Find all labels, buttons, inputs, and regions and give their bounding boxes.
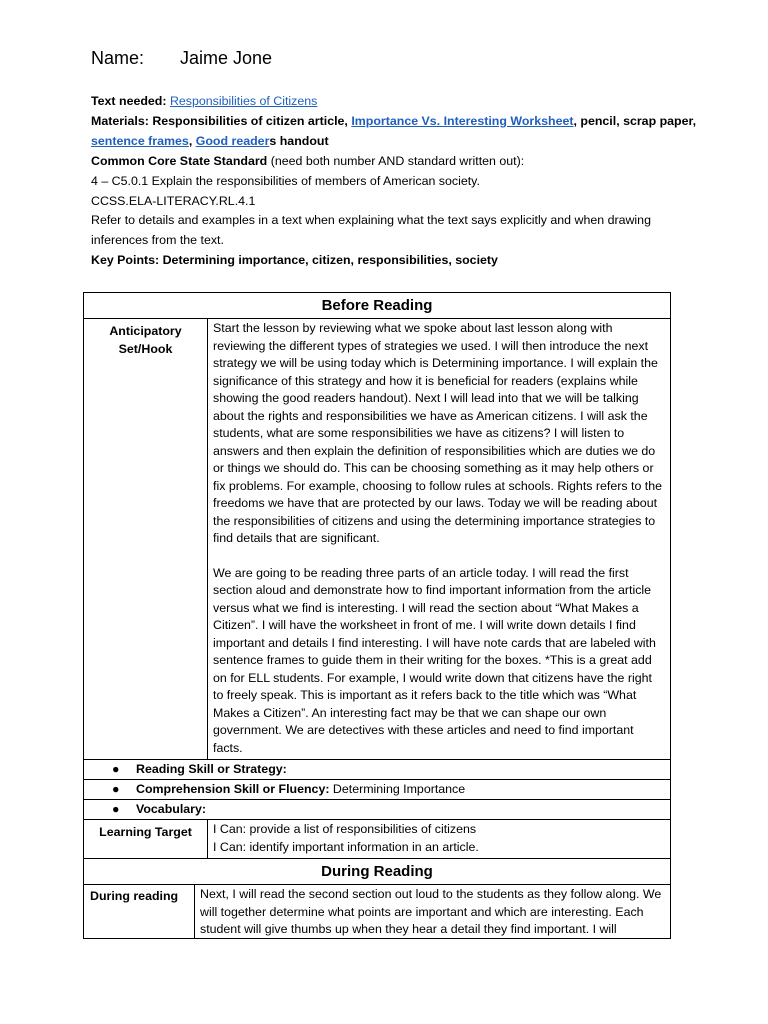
learning-target-2: I Can: identify important information in an article.	[213, 839, 479, 854]
materials-comma: ,	[188, 133, 193, 148]
materials-label: Materials:	[91, 113, 149, 128]
materials-line-2	[91, 132, 691, 152]
vocabulary-label: Vocabulary:	[136, 802, 207, 816]
comprehension-skill-value: Determining Importance	[332, 782, 466, 796]
materials-text-3: s handout	[269, 133, 329, 148]
anticipatory-paragraph-2: We are going to be reading three parts of an article today. I will read the first section aloud and demonstrate how to find important information from the article versus what we find is interesting. I will read the section about “What Makes a Citizen”. I will have the worksheet in front of me. I will write down details I find important and details I find interesting. I will have note cards that are labeled with sentence frames to guide them in their writing for the boxes. *This is a great add on for ELL students. For example, I would write down that citizens have the right to freely speak. This is important as it refers back to the title which was “What Makes a Citizen”. An interesting fact may be that we can shape our own government. We are detectives with these articles and need to find important facts.	[213, 565, 656, 755]
during-reading-row	[84, 885, 671, 939]
standard-2: CCSS.ELA-LITERACY.RL.4.1	[91, 193, 256, 208]
lesson-header	[91, 92, 697, 271]
bullet-icon: ●	[112, 802, 120, 816]
text-needed-link[interactable]: Responsibilities of Citizens	[169, 94, 318, 108]
learning-target-label: Learning Target	[84, 820, 208, 859]
materials-text-1: Responsibilities of citizen article,	[152, 113, 348, 128]
during-reading-heading: During Reading	[84, 859, 671, 885]
standard-3: Refer to details and examples in a text when explaining what the text says explicitly and when drawing inferences from the text.	[91, 213, 651, 248]
anticipatory-set-label: Anticipatory Set/Hook	[84, 319, 208, 760]
reading-skill-row	[84, 760, 671, 780]
worksheet-link[interactable]: Importance Vs. Interesting Worksheet	[351, 113, 574, 128]
bullet-icon: ●	[112, 762, 120, 776]
good-reader-link[interactable]: Good reader	[195, 133, 270, 148]
materials-line	[91, 112, 697, 132]
sentence-frames-link[interactable]: sentence frames	[91, 133, 189, 148]
text-needed-line	[91, 92, 691, 112]
during-reading-body: Next, I will read the second section out loud to the students as they follow along. We will together determine what points are important and which are interesting. Each student will give thumbs up when they hear a detail they find important. I will	[200, 887, 662, 936]
lesson-plan-table	[83, 292, 671, 939]
anticipatory-set-body	[208, 319, 671, 760]
comprehension-skill-row	[84, 780, 671, 800]
comprehension-skill-label: Comprehension Skill or Fluency:	[136, 782, 330, 796]
ccss-label: Common Core State Standard	[91, 153, 268, 168]
materials-text-2: , pencil, scrap paper,	[573, 113, 697, 128]
anticipatory-paragraph-1: Start the lesson by reviewing what we spoke about last lesson along with reviewing the different types of strategies we used. I will then introduce the next strategy we will be using today which is Determining importance. I will explain the significance of this strategy and how it is beneficial for readers (explains while showing the good readers handout). Next I will lead into that we will be talking about the rights and responsibilities we have as American citizens. I will ask the students, what are some responsibilities we have as citizens? I will listen to answers and then explain the definition of responsibilities which are duties we do or things we should do. This can be choosing something as it may help others or fix problems. For example, choosing to follow rules at schools. Rights refers to the freedoms we have that are protected by our laws. Today we will be reading about the responsibilities of citizens and using the determining importance strategies to find details that are significant.	[213, 321, 663, 545]
during-reading-label: During reading	[84, 885, 195, 938]
vocabulary-row	[84, 800, 671, 820]
name-label: Name:	[91, 48, 145, 68]
name-value: Jaime Jone	[180, 48, 273, 68]
standard-1: 4 – C5.0.1 Explain the responsibilities of members of American society.	[91, 173, 480, 188]
during-reading-cell	[195, 885, 671, 938]
ccss-line	[91, 152, 691, 172]
reading-skill-label: Reading Skill or Strategy:	[136, 762, 287, 776]
before-reading-heading: Before Reading	[84, 293, 671, 319]
name-line	[91, 48, 272, 69]
learning-target-body	[208, 820, 671, 859]
learning-target-1: I Can: provide a list of responsibilities of citizens	[213, 822, 477, 836]
ccss-note: (need both number AND standard written out):	[270, 153, 525, 168]
text-needed-label: Text needed:	[91, 94, 167, 108]
key-points: Key Points: Determining importance, citizen, responsibilities, society	[91, 253, 498, 268]
bullet-icon: ●	[112, 782, 120, 796]
